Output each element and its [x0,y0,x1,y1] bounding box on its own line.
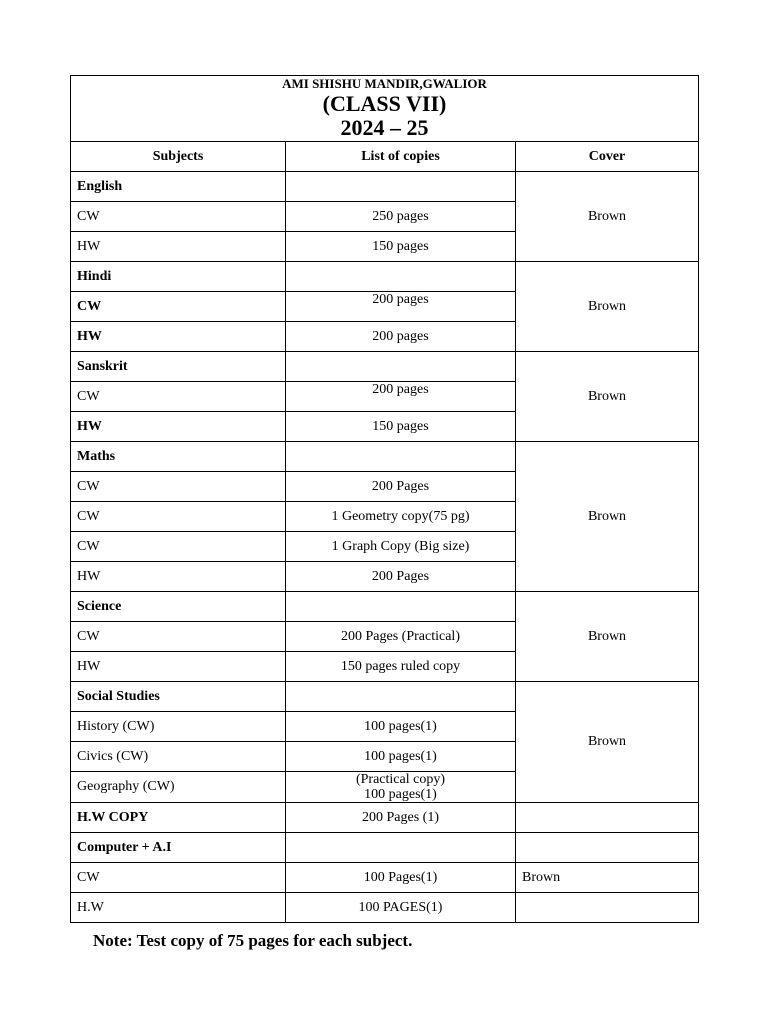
copies-cell [286,262,516,292]
table-row [71,803,699,833]
column-header-copies: List of copies [286,142,516,172]
table-row [71,833,699,863]
school-name: AMI SHISHU MANDIR,GWALIOR [282,76,487,91]
copies-text: 200 pages [372,291,429,307]
table-header [71,76,699,142]
table-row [71,262,699,292]
table-row [71,893,699,923]
cover-science: Brown [516,592,699,682]
subject-science: Science [71,592,286,622]
copies-cell [286,382,516,412]
copies-cell: 100 Pages(1) [286,863,516,893]
copies-cell: 200 Pages (Practical) [286,622,516,652]
copies-cell: 200 Pages (1) [286,803,516,833]
subject-cell: CW [71,532,286,562]
copies-cell: 200 Pages [286,472,516,502]
table-row [71,863,699,893]
cover-english: Brown [516,172,699,262]
copies-text: 200 pages [372,381,429,397]
subject-sanskrit: Sanskrit [71,352,286,382]
copies-cell [286,442,516,472]
subject-cell: CW [71,292,286,322]
copies-cell [286,352,516,382]
table-row [71,352,699,382]
cover-cell [516,893,699,923]
column-header-cover: Cover [516,142,699,172]
subject-cell: Civics (CW) [71,742,286,772]
subject-cell: H.W [71,893,286,923]
note-text: Note: Test copy of 75 pages for each subject. [93,931,413,950]
subject-cell: CW [71,622,286,652]
copies-table [70,75,699,923]
cover-computer: Brown [516,863,699,893]
table-row [71,592,699,622]
copies-cell: 250 pages [286,202,516,232]
copies-list-document [70,75,698,923]
column-header-subjects: Subjects [71,142,286,172]
subject-cell: HW [71,562,286,592]
copies-cell: 100 pages(1) [286,742,516,772]
copies-cell: 1 Geometry copy(75 pg) [286,502,516,532]
subject-cell: CW [71,502,286,532]
subject-computer: Computer + A.I [71,833,286,863]
copies-cell: 200 Pages [286,562,516,592]
copies-cell [286,592,516,622]
subject-social-studies: Social Studies [71,682,286,712]
cover-hindi: Brown [516,262,699,352]
subject-cell: HW [71,652,286,682]
subject-cell: CW [71,202,286,232]
table-row [71,442,699,472]
copies-cell [286,292,516,322]
subject-hindi: Hindi [71,262,286,292]
subject-english: English [71,172,286,202]
subject-cell: CW [71,472,286,502]
cover-maths: Brown [516,442,699,592]
subject-cell: CW [71,863,286,893]
subject-cell: Geography (CW) [71,772,286,803]
copies-line: (Practical copy) [355,772,445,787]
copies-cell: 100 PAGES(1) [286,893,516,923]
subject-cell: HW [71,412,286,442]
copies-cell [286,833,516,863]
subject-cell: CW [71,382,286,412]
copies-cell: 150 pages ruled copy [286,652,516,682]
copies-cell: 200 pages [286,322,516,352]
cover-sanskrit: Brown [516,352,699,442]
cover-cell [516,833,699,863]
subject-hw-copy: H.W COPY [71,803,286,833]
cover-cell [516,803,699,833]
copies-cell: 150 pages [286,412,516,442]
copies-cell [286,772,516,803]
cover-social-studies: Brown [516,682,699,803]
copies-cell: 1 Graph Copy (Big size) [286,532,516,562]
copies-cell: 100 pages(1) [286,712,516,742]
subject-cell: HW [71,232,286,262]
class-title: (CLASS VII) [322,91,447,116]
subject-cell: History (CW) [71,712,286,742]
copies-cell [286,682,516,712]
table-row [71,172,699,202]
copies-cell: 150 pages [286,232,516,262]
copies-line: 100 pages(1) [364,787,437,802]
subject-maths: Maths [71,442,286,472]
subject-cell: HW [71,322,286,352]
copies-cell [286,172,516,202]
session-year: 2024 – 25 [340,115,429,140]
table-row [71,682,699,712]
